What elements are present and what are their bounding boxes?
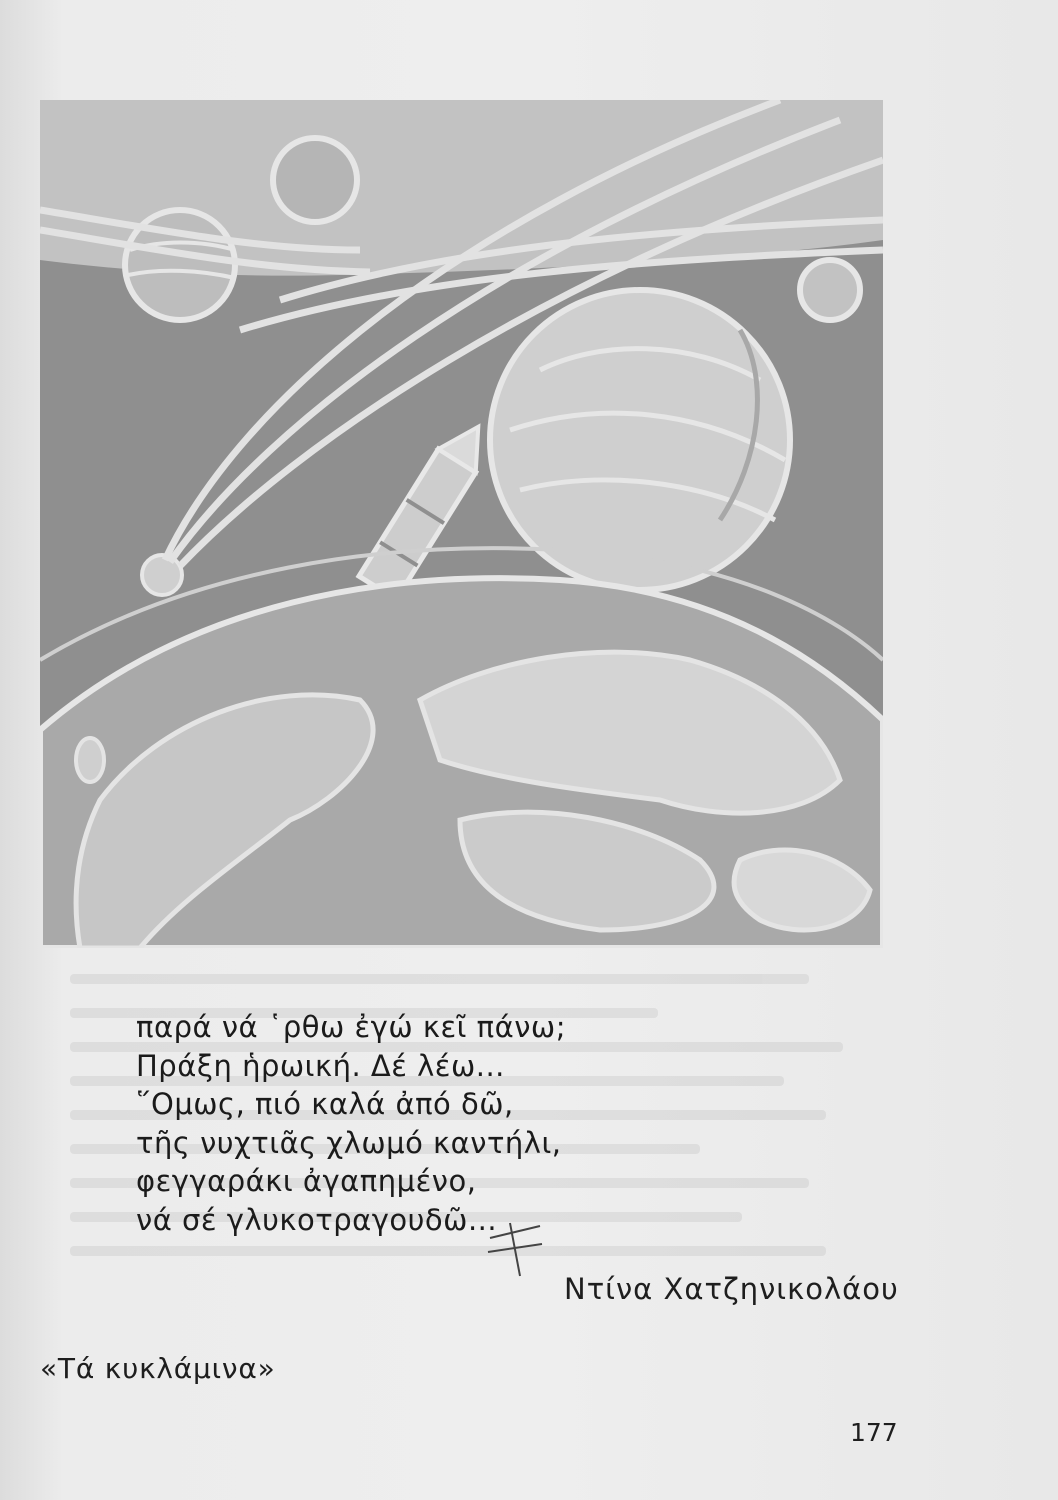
poem-line: φεγγαράκι ἀγαπημένο, <box>136 1164 477 1198</box>
small-moon-right <box>800 260 860 320</box>
poem-author: Ντίνα Χατζηνικολάου <box>564 1272 899 1306</box>
poem-line: ῞Ομως, πιό καλά ἀπό δῶ, <box>136 1087 514 1121</box>
poem-line: τῆς νυχτιᾶς χλωμό καντήλι, <box>136 1125 562 1160</box>
space-illustration <box>40 100 883 948</box>
poem-line: νά σέ γλυκοτραγουδῶ... <box>136 1202 498 1237</box>
poem-stanza <box>136 1008 566 1239</box>
poem-line: Πράξη ἡρωική. Δέ λέω... <box>136 1048 505 1083</box>
poem-line: παρά νά ῾ρθω ἐγώ κεῖ πάνω; <box>136 1010 566 1044</box>
page-number: 177 <box>850 1418 898 1447</box>
source-title: «Τά κυκλάμινα» <box>40 1352 276 1385</box>
small-planet-top <box>273 138 357 222</box>
comet-head <box>142 555 182 595</box>
handwritten-mark <box>480 1218 550 1278</box>
large-planet <box>490 290 790 590</box>
